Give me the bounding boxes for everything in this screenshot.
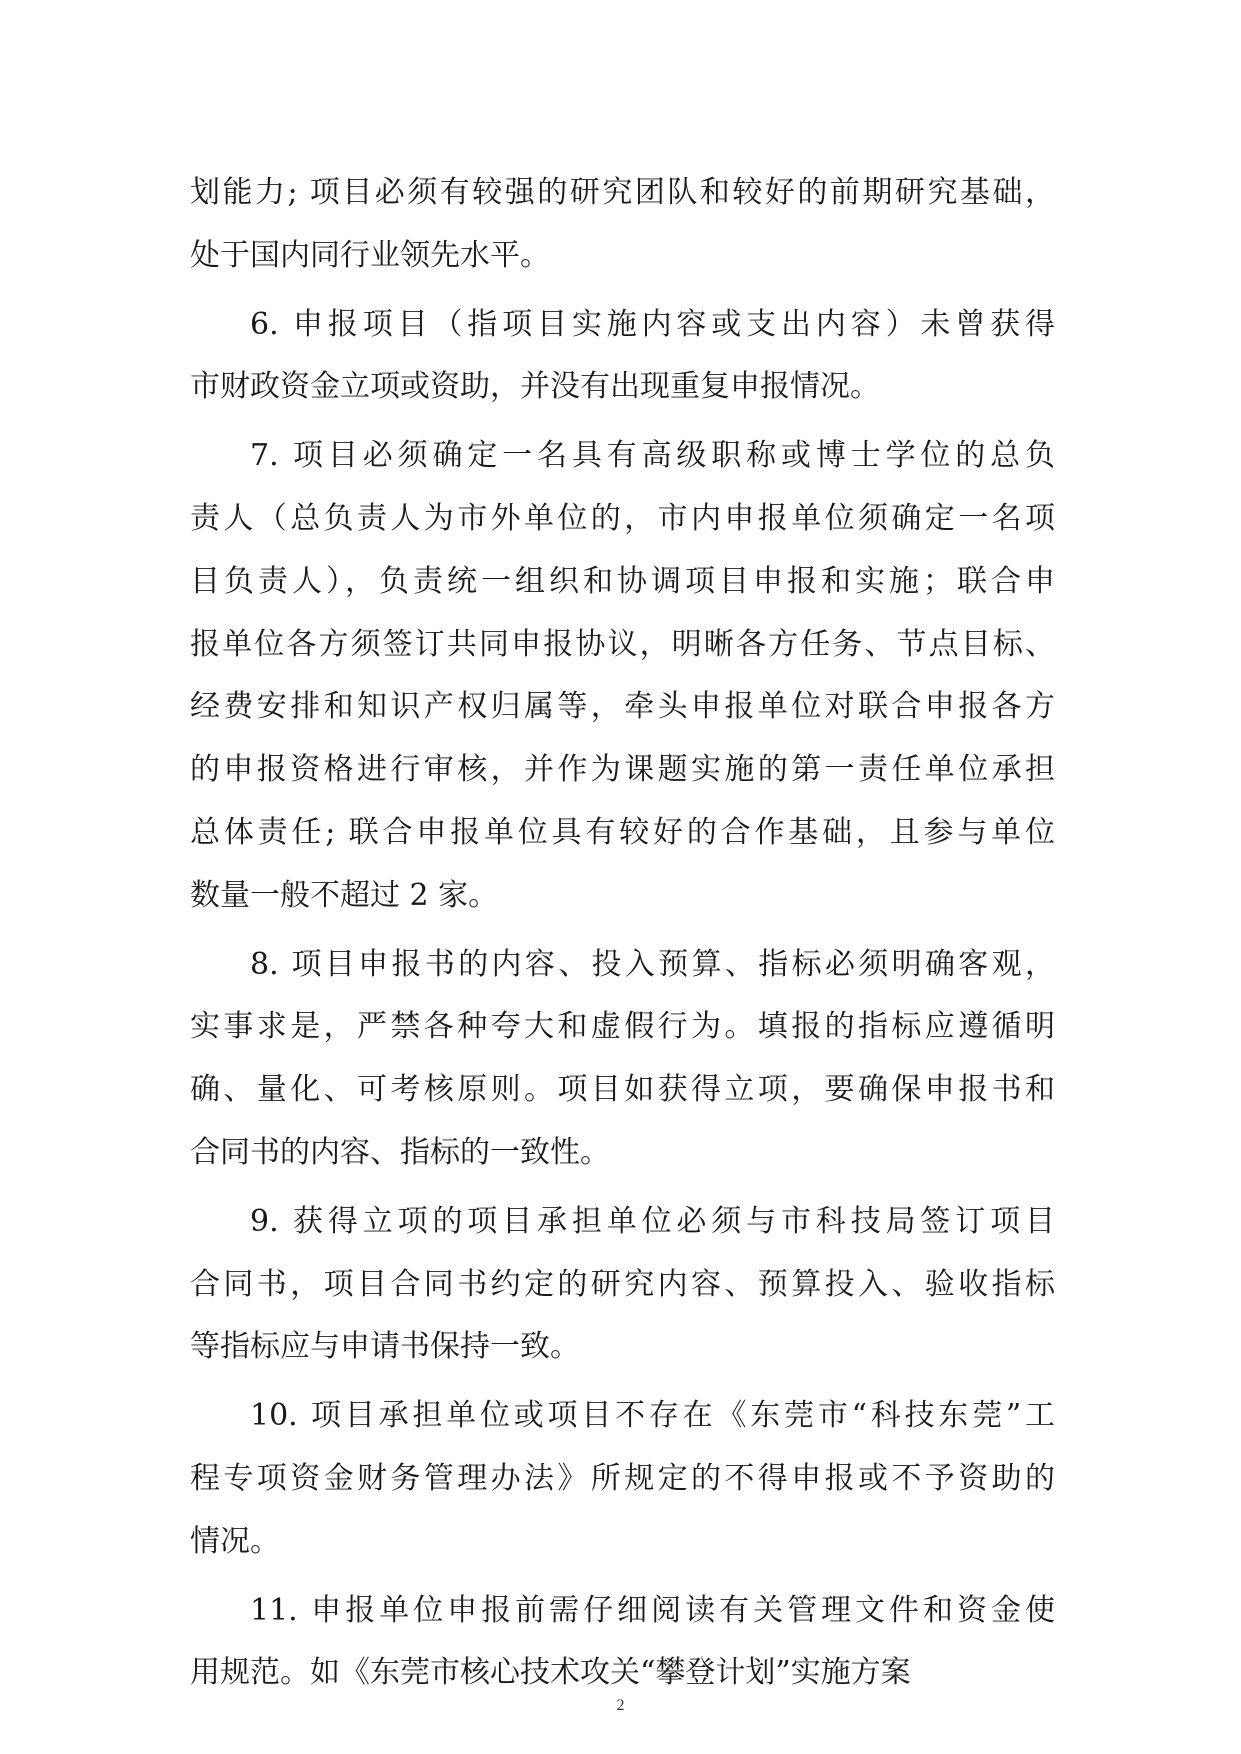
text-line: 9. 获得立项的项目承担单位必须与市科技局签订项目 — [250, 1203, 1055, 1239]
text-line: 等指标应与申请书保持一致。 — [190, 1329, 580, 1365]
text-line: 10. 项目承担单位或项目不存在《东莞市“科技东莞”工 — [250, 1398, 1055, 1434]
page-number: 2 — [616, 1697, 625, 1714]
paragraph — [190, 1191, 1055, 1379]
text-line: 用规范。如《东莞市核心技术攻关“攀登计划”实施方案 — [190, 1655, 911, 1691]
text-line: 合同书的内容、指标的一致性。 — [190, 1134, 610, 1170]
text-line: 合同书，项目合同书约定的研究内容、预算投入、验收指标 — [190, 1266, 1055, 1302]
text-line: 报单位各方须签订共同申报协议，明晰各方任务、节点目标、 — [190, 626, 1055, 662]
text-line: 8. 项目申报书的内容、投入预算、指标必须明确客观， — [250, 946, 1055, 982]
text-line: 责人（总负责人为市外单位的，市内申报单位须确定一名项 — [190, 500, 1055, 536]
text-line: 实事求是，严禁各种夸大和虚假行为。填报的指标应遵循明 — [190, 1009, 1055, 1045]
text-line: 的申报资格进行审核，并作为课题实施的第一责任单位承担 — [190, 752, 1055, 788]
body-text — [190, 162, 1055, 1711]
paragraph — [190, 294, 1055, 420]
text-line: 总体责任; 联合申报单位具有较好的合作基础，且参与单位 — [190, 814, 1055, 850]
text-line: 6. 申报项目（指项目实施内容或支出内容）未曾获得 — [250, 306, 1055, 342]
paragraph — [190, 425, 1055, 927]
text-line: 处于国内同行业领先水平。 — [190, 237, 550, 273]
text-line: 情况。 — [190, 1523, 280, 1559]
text-line: 数量一般不超过 2 家。 — [190, 877, 499, 913]
paragraph — [190, 1580, 1055, 1706]
paragraph — [190, 934, 1055, 1185]
paragraph — [190, 1385, 1055, 1573]
text-line: 划能力; 项目必须有较强的研究团队和较好的前期研究基础， — [190, 175, 1055, 210]
text-line: 目负责人），负责统一组织和协调项目申报和实施；联合申 — [190, 563, 1055, 599]
text-line: 7. 项目必须确定一名具有高级职称或博士学位的总负 — [250, 438, 1055, 474]
text-line: 市财政资金立项或资助，并没有出现重复申报情况。 — [190, 369, 880, 405]
paragraph — [190, 162, 1055, 288]
text-line: 程专项资金财务管理办法》所规定的不得申报或不予资助的 — [190, 1460, 1055, 1496]
text-line: 确、量化、可考核原则。项目如获得立项，要确保申报书和 — [190, 1072, 1055, 1108]
text-line: 11. 申报单位申报前需仔细阅读有关管理文件和资金使 — [250, 1592, 1055, 1628]
text-line: 经费安排和知识产权归属等，牵头申报单位对联合申报各方 — [190, 689, 1055, 725]
